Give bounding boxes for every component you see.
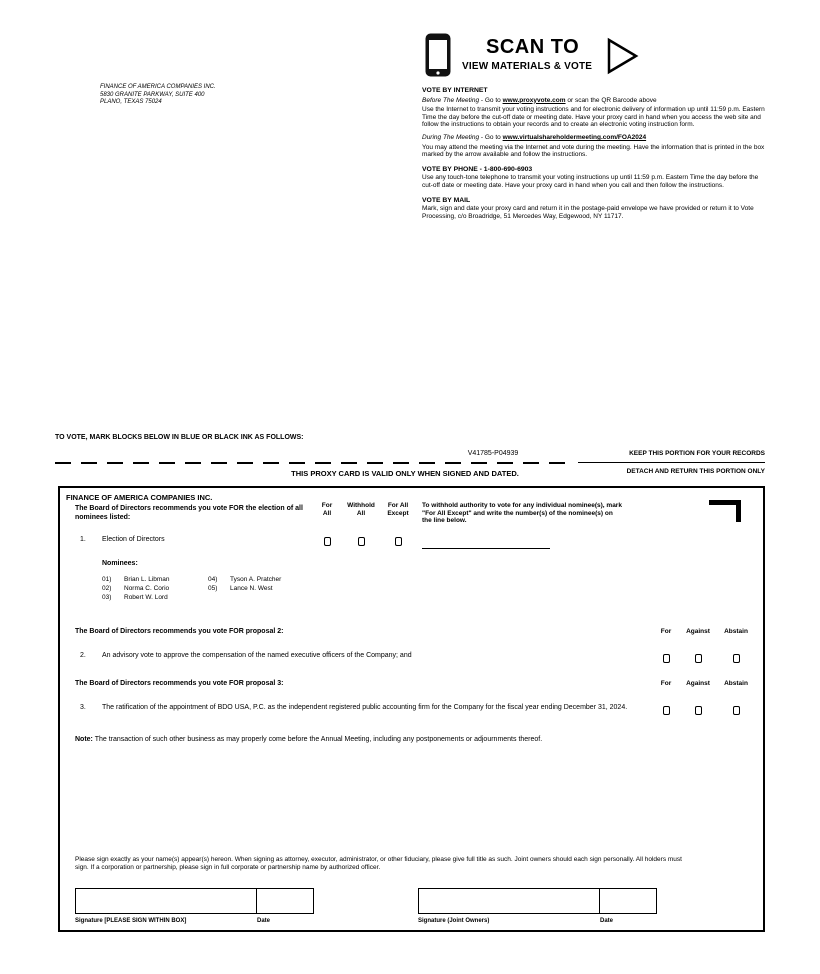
signature-joint-label: Signature (Joint Owners) [418, 918, 490, 924]
withhold-all-checkbox[interactable] [358, 537, 365, 546]
for-all-checkbox[interactable] [324, 537, 331, 546]
vote-instructions [422, 87, 766, 220]
address-line-3: PLANO, TEXAS 75024 [100, 99, 162, 105]
nominee-name-03: Robert W. Lord [124, 594, 168, 601]
for-all-except-checkbox[interactable] [395, 537, 402, 546]
keep-portion-label: KEEP THIS PORTION FOR YOUR RECORDS [629, 450, 765, 457]
election-column-headers [312, 502, 416, 517]
election-checkbox-row [312, 533, 416, 551]
nominee-num-03: 03) [102, 594, 112, 601]
date-primary-label: Date [257, 918, 271, 924]
proposal2-for-checkbox[interactable] [663, 654, 670, 663]
mark-blocks-instruction: TO VOTE, MARK BLOCKS BELOW IN BLUE OR BLACK INK AS FOLLOWS: [55, 434, 304, 441]
nominees-label: Nominees: [102, 560, 138, 567]
nominee-num-01: 01) [102, 576, 112, 583]
item2-text: An advisory vote to approve the compensation of the named executive officers of the Company; and [102, 652, 412, 659]
proposal2-checkbox-row [653, 650, 755, 668]
phone-instructions-paragraph: Use any touch-tone telephone to transmit your voting instructions up until 11:59 p.m. Eastern Time the day before the cut-off date or meeting date. Have your proxy card in hand when you call and then follow the instructions. [422, 174, 759, 189]
proposal2-abstain-header: Abstain [724, 628, 748, 635]
col-withhold-line1: Withhold [347, 502, 375, 509]
note-label: Note: [75, 736, 93, 743]
corner-registration-mark [709, 500, 741, 522]
during-meeting-line [422, 134, 766, 142]
item2-number: 2. [80, 652, 86, 659]
valid-when-signed-label: THIS PROXY CARD IS VALID ONLY WHEN SIGNED AND DATED. [291, 469, 519, 478]
signature-box-joint[interactable] [418, 888, 600, 914]
perforation-dashed-line [55, 462, 571, 464]
address-line-2: 5830 GRANITE PARKWAY, SUITE 400 [100, 91, 205, 98]
nominee-num-02: 02) [102, 585, 112, 592]
proposal3-against-header: Against [686, 680, 710, 687]
during-meeting-mid: - Go to [479, 133, 503, 141]
during-meeting-paragraph: You may attend the meeting via the Internet and vote during the meeting. Have the information that is printed in the box marked by the arrow available and follow the instructions. [422, 143, 765, 159]
other-business-note [75, 736, 737, 745]
smartphone-icon [424, 32, 452, 78]
nominee-num-04: 04) [208, 576, 218, 583]
recommendation-proposal3: The Board of Directors recommends you vote FOR proposal 3: [75, 680, 284, 687]
except-nominee-writein-line[interactable] [422, 548, 550, 549]
proposal2-abstain-checkbox[interactable] [733, 654, 740, 663]
note-text: The transaction of such other business as may properly come before the Annual Meeting, including any postponements or adjournments thereof. [92, 736, 543, 743]
nominee-name-02: Norma C. Corio [124, 585, 170, 592]
item3-text: The ratification of the appointment of BDO USA, P.C. as the independent registered public accounting firm for the Company for the fiscal year ending December 31, 2024. [102, 704, 628, 711]
before-meeting-tail: or scan the QR Barcode above [565, 96, 657, 104]
proxy-card-box [58, 486, 765, 932]
arrow-triangle-icon [606, 37, 640, 75]
nominee-num-05: 05) [208, 585, 218, 592]
item1-number: 1. [80, 536, 86, 543]
scan-to-subtitle: VIEW MATERIALS & VOTE [462, 61, 593, 72]
col-for-all-line2: All [322, 509, 332, 517]
col-for-all-line1: For [321, 502, 333, 509]
col-except-line2: Except [387, 509, 409, 517]
card-company-name: FINANCE OF AMERICA COMPANIES INC. [66, 493, 213, 502]
recommendation-proposal2: The Board of Directors recommends you vote FOR proposal 2: [75, 628, 284, 635]
detach-portion-label: DETACH AND RETURN THIS PORTION ONLY [626, 468, 765, 475]
proposal2-against-checkbox[interactable] [695, 654, 702, 663]
detach-separator-line [578, 462, 765, 463]
scan-to-title: SCAN TO [486, 36, 580, 58]
signature-box-primary[interactable] [75, 888, 257, 914]
nominee-name-04: Tyson A. Pratcher [230, 576, 282, 583]
nominee-name-05: Lance N. West [230, 585, 273, 592]
vote-by-phone-heading: VOTE BY PHONE - 1-800-690-6903 [422, 165, 533, 173]
nominee-name-01: Brian L. Libman [124, 576, 170, 583]
proposal3-against-checkbox[interactable] [695, 706, 702, 715]
virtual-meeting-url: www.virtualshareholdermeeting.com/FOA2024 [502, 133, 647, 141]
internet-instructions-paragraph: Use the Internet to transmit your voting instructions and for electronic delivery of information up until 11:59 p.m. Eastern Time the day before the cut-off date or meeting date. Have your proxy card in hand when you access the web site and follow the instructions to obtain your records and to create an electronic voting instruction form. [422, 106, 765, 129]
date-box-primary[interactable] [256, 888, 314, 914]
vote-by-internet-heading: VOTE BY INTERNET [422, 87, 488, 94]
proposal3-for-checkbox[interactable] [663, 706, 670, 715]
before-meeting-line [422, 97, 766, 105]
item1-text: Election of Directors [102, 536, 165, 543]
proposal3-abstain-checkbox[interactable] [733, 706, 740, 715]
item3-number: 3. [80, 704, 86, 711]
address-line-1: FINANCE OF AMERICA COMPANIES INC. [100, 84, 216, 90]
mail-instructions-paragraph: Mark, sign and date your proxy card and return it in the postage-paid envelope we have provided or return it to Vote Processing, c/o Broadridge, 51 Mercedes Way, Edgewood, NY 11717. [422, 205, 754, 220]
proposal2-against-header: Against [686, 628, 710, 635]
signature-instructions: Please sign exactly as your name(s) appear(s) hereon. When signing as attorney, executor, administrator, or other fiduciary, please give full title as such. Joint owners should each sign personally. All holders must sign. If a corporation or partnership, please sign in full corporate or partnership name by authorized officer. [75, 856, 682, 871]
before-meeting-mid: - Go to [479, 96, 503, 104]
company-address-block [100, 84, 216, 107]
withhold-authority-note: To withhold authority to vote for any individual nominee(s), mark "For All Except" and write the number(s) of the nominee(s) on the line below. [422, 502, 622, 524]
col-withhold-line2: All [356, 509, 366, 517]
date-joint-label: Date [600, 918, 614, 924]
col-header-for-all [312, 502, 342, 517]
date-box-joint[interactable] [599, 888, 657, 914]
proposal2-vote-headers [653, 628, 755, 635]
proxyvote-url: www.proxyvote.com [502, 96, 566, 104]
col-header-withhold-all [342, 502, 380, 517]
proposal3-vote-headers [653, 680, 755, 687]
col-except-line1: For All [387, 502, 409, 509]
proposal3-checkbox-row [653, 702, 755, 720]
recommendation-election: The Board of Directors recommends you vote FOR the election of all nominees listed: [75, 505, 303, 521]
vote-by-mail-heading: VOTE BY MAIL [422, 196, 471, 204]
col-header-for-all-except [380, 502, 416, 517]
signature-primary-label: Signature [PLEASE SIGN WITHIN BOX] [75, 918, 187, 924]
proposal3-abstain-header: Abstain [724, 680, 748, 687]
control-number: V41785-P04939 [467, 450, 519, 457]
proposal2-for-header: For [660, 628, 672, 635]
before-meeting-label: Before The Meeting [422, 96, 480, 104]
proposal3-for-header: For [660, 680, 672, 687]
during-meeting-label: During The Meeting [422, 133, 480, 141]
